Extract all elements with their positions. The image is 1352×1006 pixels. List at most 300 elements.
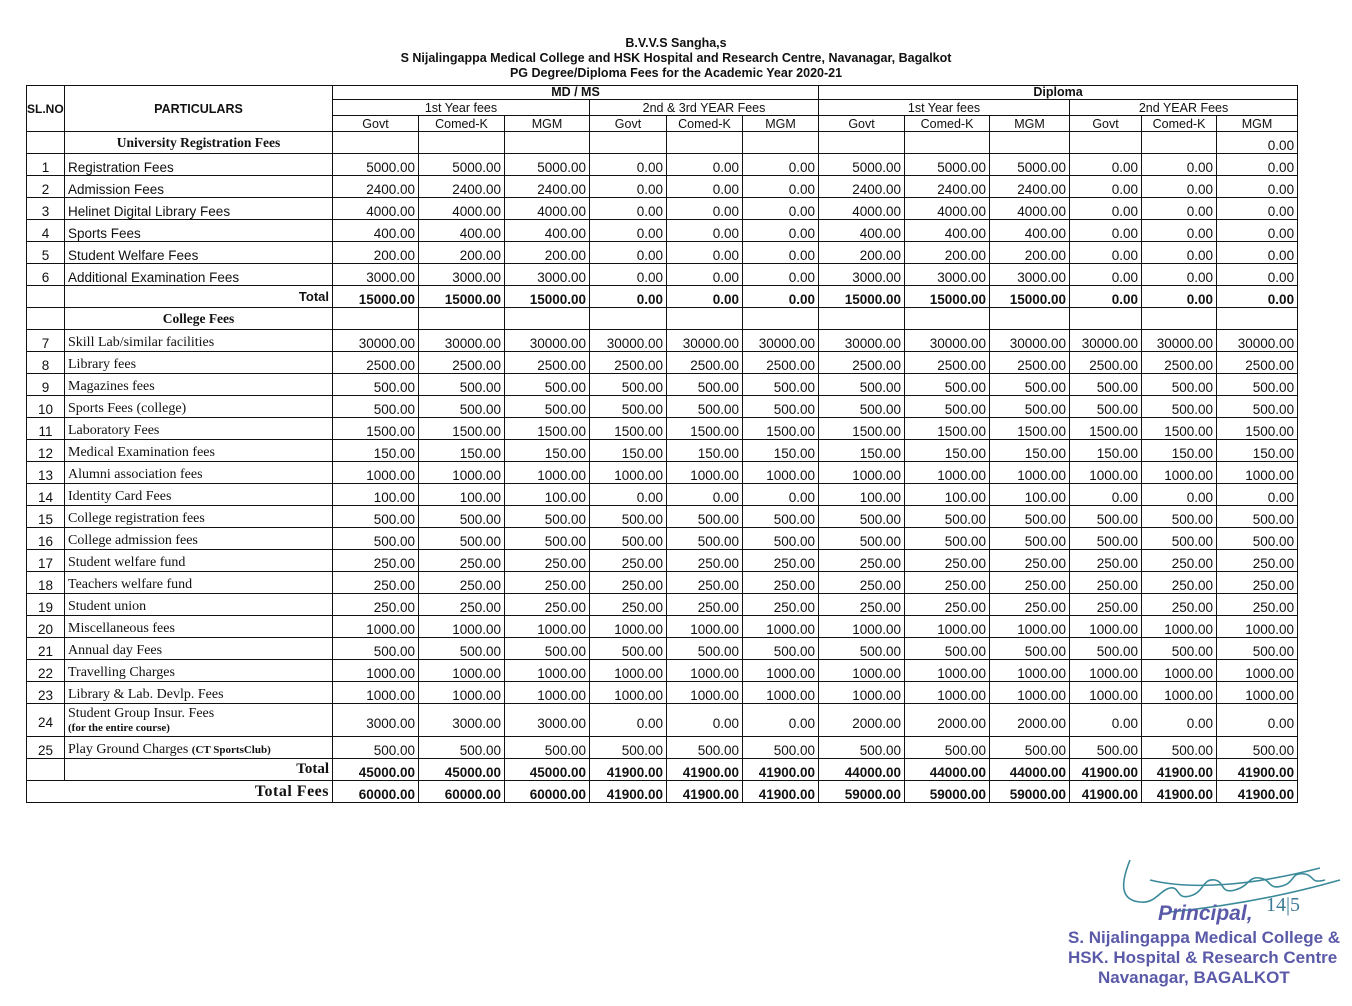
value-cell: 400.00: [905, 220, 990, 242]
value-cell: 500.00: [590, 374, 667, 396]
total-value-cell: 41900.00: [1142, 759, 1217, 781]
sl-cell: 18: [27, 572, 65, 594]
value-cell: 500.00: [505, 737, 590, 759]
particulars-cell: Library fees: [65, 352, 333, 374]
value-cell: 1000.00: [905, 616, 990, 638]
value-cell: 500.00: [990, 374, 1070, 396]
value-cell: 200.00: [333, 242, 419, 264]
particulars-note: (for the entire course): [68, 721, 170, 734]
value-cell: 400.00: [990, 220, 1070, 242]
value-cell: 3000.00: [419, 264, 505, 286]
value-cell: 1000.00: [819, 660, 905, 682]
value-cell: 500.00: [667, 506, 743, 528]
value-cell: 1000.00: [505, 616, 590, 638]
value-cell: [743, 132, 819, 154]
total-value-cell: 41900.00: [590, 759, 667, 781]
value-cell: 0.00: [590, 264, 667, 286]
value-cell: [743, 308, 819, 330]
particulars-cell: Magazines fees: [65, 374, 333, 396]
value-cell: 150.00: [990, 440, 1070, 462]
value-cell: 250.00: [1070, 572, 1142, 594]
value-cell: 150.00: [590, 440, 667, 462]
sl-cell: 21: [27, 638, 65, 660]
value-cell: 500.00: [743, 374, 819, 396]
grand-total-label: Total Fees: [27, 781, 333, 803]
sl-cell: 7: [27, 330, 65, 352]
value-cell: 2000.00: [905, 704, 990, 737]
value-cell: 150.00: [905, 440, 990, 462]
particulars-cell: Miscellaneous fees: [65, 616, 333, 638]
value-cell: 4000.00: [333, 198, 419, 220]
value-cell: [333, 132, 419, 154]
value-cell: 500.00: [1070, 638, 1142, 660]
quota-header: Comed-K: [667, 116, 743, 132]
value-cell: 500.00: [905, 396, 990, 418]
value-cell: 500.00: [1217, 374, 1298, 396]
table-row: [27, 352, 1298, 374]
value-cell: 500.00: [1142, 396, 1217, 418]
mdms-2nd-3rd-year-header: 2nd & 3rd YEAR Fees: [590, 100, 819, 116]
particulars-cell: Library & Lab. Devlp. Fees: [65, 682, 333, 704]
value-cell: 500.00: [990, 396, 1070, 418]
table-row: [27, 242, 1298, 264]
particulars-cell: Helinet Digital Library Fees: [65, 198, 333, 220]
value-cell: 3000.00: [905, 264, 990, 286]
value-cell: 1000.00: [590, 616, 667, 638]
total-value-cell: 41900.00: [743, 781, 819, 803]
value-cell: 150.00: [419, 440, 505, 462]
value-cell: 0.00: [667, 176, 743, 198]
table-row: [27, 572, 1298, 594]
total-value-cell: 41900.00: [1070, 781, 1142, 803]
value-cell: 1500.00: [505, 418, 590, 440]
value-cell: 500.00: [1142, 374, 1217, 396]
value-cell: 500.00: [505, 506, 590, 528]
value-cell: 0.00: [1142, 220, 1217, 242]
total-value-cell: 41900.00: [1217, 781, 1298, 803]
university-total-row: [27, 286, 1298, 308]
total-value-cell: 0.00: [590, 286, 667, 308]
value-cell: 250.00: [1217, 550, 1298, 572]
value-cell: 2500.00: [990, 352, 1070, 374]
sl-cell: 20: [27, 616, 65, 638]
value-cell: 500.00: [819, 528, 905, 550]
value-cell: 2400.00: [419, 176, 505, 198]
total-value-cell: 60000.00: [419, 781, 505, 803]
value-cell: 250.00: [505, 550, 590, 572]
college-name: S Nijalingappa Medical College and HSK Hospital and Research Centre, Navanagar, Bagalkot: [400, 51, 952, 65]
value-cell: 500.00: [419, 528, 505, 550]
value-cell: 500.00: [590, 506, 667, 528]
table-row: [27, 638, 1298, 660]
value-cell: 1000.00: [505, 660, 590, 682]
total-value-cell: 59000.00: [905, 781, 990, 803]
value-cell: 500.00: [1142, 737, 1217, 759]
value-cell: 250.00: [590, 550, 667, 572]
value-cell: 1000.00: [905, 660, 990, 682]
value-cell: 30000.00: [990, 330, 1070, 352]
value-cell: 250.00: [990, 594, 1070, 616]
value-cell: 1000.00: [333, 660, 419, 682]
value-cell: 200.00: [505, 242, 590, 264]
value-cell: 2000.00: [819, 704, 905, 737]
value-cell: 400.00: [333, 220, 419, 242]
table-header: [27, 86, 1298, 132]
table-row: [27, 506, 1298, 528]
value-cell: 250.00: [419, 550, 505, 572]
value-cell: 1000.00: [1070, 462, 1142, 484]
value-cell: 5000.00: [990, 154, 1070, 176]
value-cell: 250.00: [1142, 550, 1217, 572]
value-cell: 4000.00: [419, 198, 505, 220]
table-row: [27, 550, 1298, 572]
value-cell: 500.00: [333, 737, 419, 759]
value-cell: 3000.00: [990, 264, 1070, 286]
sl-cell: 25: [27, 737, 65, 759]
value-cell: 1000.00: [743, 660, 819, 682]
stamp-title: Principal,: [1158, 902, 1253, 925]
value-cell: 0.00: [1217, 264, 1298, 286]
value-cell: 1000.00: [667, 616, 743, 638]
value-cell: 200.00: [419, 242, 505, 264]
value-cell: 500.00: [505, 374, 590, 396]
value-cell: 30000.00: [1070, 330, 1142, 352]
table-body: [27, 132, 1298, 803]
value-cell: 250.00: [1070, 550, 1142, 572]
quota-header: Comed-K: [1142, 116, 1217, 132]
value-cell: 1000.00: [419, 616, 505, 638]
table-row: [27, 330, 1298, 352]
value-cell: 0.00: [590, 220, 667, 242]
value-cell: 1500.00: [590, 418, 667, 440]
value-cell: 1000.00: [1142, 660, 1217, 682]
sl-cell: 12: [27, 440, 65, 462]
value-cell: 500.00: [1070, 396, 1142, 418]
value-cell: 0.00: [743, 484, 819, 506]
value-cell: 2500.00: [667, 352, 743, 374]
value-cell: 250.00: [743, 594, 819, 616]
org-name: B.V.V.S Sangha,s: [625, 36, 727, 50]
fee-table: [26, 85, 1298, 803]
value-cell: 1000.00: [905, 682, 990, 704]
total-value-cell: 44000.00: [905, 759, 990, 781]
sl-cell: 11: [27, 418, 65, 440]
value-cell: 500.00: [667, 528, 743, 550]
quota-header: MGM: [1217, 116, 1298, 132]
value-cell: 500.00: [990, 638, 1070, 660]
total-value-cell: 41900.00: [667, 781, 743, 803]
value-cell: [590, 308, 667, 330]
diploma-2nd-year-header: 2nd YEAR Fees: [1070, 100, 1298, 116]
value-cell: 500.00: [1070, 528, 1142, 550]
value-cell: 500.00: [1217, 638, 1298, 660]
value-cell: 0.00: [743, 176, 819, 198]
value-cell: [667, 132, 743, 154]
value-cell: 0.00: [743, 198, 819, 220]
value-cell: 500.00: [905, 737, 990, 759]
value-cell: 1500.00: [1142, 418, 1217, 440]
value-cell: 1500.00: [333, 418, 419, 440]
value-cell: 0.00: [590, 704, 667, 737]
sl-cell: [27, 759, 65, 781]
value-cell: 0.00: [1142, 154, 1217, 176]
value-cell: 0.00: [590, 198, 667, 220]
value-cell: 0.00: [667, 154, 743, 176]
value-cell: 3000.00: [819, 264, 905, 286]
value-cell: [590, 132, 667, 154]
value-cell: 0.00: [1142, 484, 1217, 506]
value-cell: 2400.00: [905, 176, 990, 198]
value-cell: 100.00: [990, 484, 1070, 506]
value-cell: 500.00: [819, 737, 905, 759]
value-cell: 1000.00: [590, 682, 667, 704]
value-cell: [333, 308, 419, 330]
value-cell: 1000.00: [743, 682, 819, 704]
value-cell: 200.00: [990, 242, 1070, 264]
table-row: [27, 176, 1298, 198]
sl-cell: [27, 308, 65, 330]
principal-stamp: [1040, 850, 1350, 1000]
value-cell: 1000.00: [819, 616, 905, 638]
table-row: [27, 154, 1298, 176]
value-cell: [1070, 308, 1142, 330]
value-cell: 250.00: [667, 594, 743, 616]
value-cell: 30000.00: [505, 330, 590, 352]
total-value-cell: 45000.00: [505, 759, 590, 781]
value-cell: [819, 132, 905, 154]
value-cell: 30000.00: [419, 330, 505, 352]
value-cell: 1000.00: [1142, 616, 1217, 638]
value-cell: 2500.00: [590, 352, 667, 374]
value-cell: 0.00: [590, 242, 667, 264]
value-cell: 2500.00: [505, 352, 590, 374]
table-row: [27, 462, 1298, 484]
value-cell: 1000.00: [667, 462, 743, 484]
value-cell: [667, 308, 743, 330]
sl-cell: 9: [27, 374, 65, 396]
value-cell: 250.00: [905, 572, 990, 594]
particulars-cell: Admission Fees: [65, 176, 333, 198]
total-value-cell: 41900.00: [590, 781, 667, 803]
particulars-cell: College admission fees: [65, 528, 333, 550]
value-cell: 0.00: [1070, 264, 1142, 286]
value-cell: 0.00: [1070, 484, 1142, 506]
table-row: [27, 374, 1298, 396]
value-cell: 0.00: [1217, 220, 1298, 242]
value-cell: 0.00: [1070, 176, 1142, 198]
value-cell: 1000.00: [990, 682, 1070, 704]
value-cell: 400.00: [819, 220, 905, 242]
value-cell: 2500.00: [1070, 352, 1142, 374]
value-cell: 30000.00: [1217, 330, 1298, 352]
particulars-cell: Student union: [65, 594, 333, 616]
value-cell: 500.00: [819, 638, 905, 660]
value-cell: 1000.00: [590, 462, 667, 484]
diploma-1st-year-header: 1st Year fees: [819, 100, 1070, 116]
value-cell: 100.00: [505, 484, 590, 506]
value-cell: 500.00: [1142, 638, 1217, 660]
quota-header: Comed-K: [419, 116, 505, 132]
value-cell: 500.00: [419, 374, 505, 396]
value-cell: [1142, 132, 1217, 154]
value-cell: 500.00: [743, 737, 819, 759]
value-cell: 500.00: [1217, 396, 1298, 418]
value-cell: 2400.00: [990, 176, 1070, 198]
particulars-cell: Skill Lab/similar facilities: [65, 330, 333, 352]
quota-header: MGM: [505, 116, 590, 132]
total-value-cell: 41900.00: [743, 759, 819, 781]
sl-cell: 2: [27, 176, 65, 198]
value-cell: 250.00: [667, 550, 743, 572]
value-cell: 250.00: [419, 572, 505, 594]
value-cell: 1000.00: [1217, 660, 1298, 682]
stamp-date: 14|5: [1266, 894, 1301, 916]
value-cell: 1000.00: [333, 682, 419, 704]
value-cell: 1500.00: [1070, 418, 1142, 440]
total-value-cell: 41900.00: [667, 759, 743, 781]
value-cell: 500.00: [1070, 374, 1142, 396]
header-row-groups: [27, 86, 1298, 100]
value-cell: 500.00: [743, 396, 819, 418]
value-cell: 0.00: [667, 704, 743, 737]
value-cell: 500.00: [333, 374, 419, 396]
value-cell: 500.00: [819, 396, 905, 418]
value-cell: 250.00: [1142, 572, 1217, 594]
value-cell: 250.00: [819, 550, 905, 572]
value-cell: 500.00: [743, 506, 819, 528]
particulars-cell: Registration Fees: [65, 154, 333, 176]
table-row: [27, 198, 1298, 220]
value-cell: 1000.00: [743, 462, 819, 484]
table-row: [27, 220, 1298, 242]
sl-cell: 6: [27, 264, 65, 286]
value-cell: 2500.00: [743, 352, 819, 374]
table-row: [27, 737, 1298, 759]
value-cell: 500.00: [1070, 737, 1142, 759]
value-cell: 500.00: [905, 638, 990, 660]
value-cell: 500.00: [505, 396, 590, 418]
value-cell: 1000.00: [1217, 462, 1298, 484]
value-cell: 500.00: [743, 528, 819, 550]
total-value-cell: 0.00: [743, 286, 819, 308]
value-cell: [1142, 308, 1217, 330]
value-cell: 100.00: [905, 484, 990, 506]
college-section-row: [27, 308, 1298, 330]
value-cell: 0.00: [667, 198, 743, 220]
value-cell: 150.00: [743, 440, 819, 462]
value-cell: 500.00: [905, 506, 990, 528]
value-cell: 250.00: [505, 572, 590, 594]
value-cell: 500.00: [333, 528, 419, 550]
table-row: [27, 484, 1298, 506]
value-cell: 5000.00: [905, 154, 990, 176]
quota-header: Govt: [333, 116, 419, 132]
value-cell: 0.00: [1070, 198, 1142, 220]
value-cell: 500.00: [1142, 506, 1217, 528]
value-cell: 100.00: [333, 484, 419, 506]
value-cell: 1000.00: [1070, 616, 1142, 638]
particulars-cell: Sports Fees: [65, 220, 333, 242]
college-section-title: College Fees: [65, 308, 333, 330]
value-cell: 250.00: [667, 572, 743, 594]
value-cell: 2400.00: [819, 176, 905, 198]
value-cell: 30000.00: [590, 330, 667, 352]
value-cell: 1000.00: [1070, 682, 1142, 704]
value-cell: 3000.00: [505, 704, 590, 737]
document-header: [0, 36, 1352, 81]
particulars-cell: [65, 737, 333, 759]
sl-cell: 4: [27, 220, 65, 242]
value-cell: 2400.00: [505, 176, 590, 198]
quota-header: MGM: [990, 116, 1070, 132]
value-cell: 0.00: [590, 154, 667, 176]
value-cell: 500.00: [590, 396, 667, 418]
total-value-cell: 45000.00: [333, 759, 419, 781]
value-cell: 0.00: [1070, 154, 1142, 176]
value-cell: 2400.00: [333, 176, 419, 198]
value-cell: 30000.00: [1142, 330, 1217, 352]
value-cell: 1500.00: [419, 418, 505, 440]
value-cell: [419, 308, 505, 330]
value-cell: 0.00: [1217, 484, 1298, 506]
value-cell: [819, 308, 905, 330]
total-value-cell: 15000.00: [333, 286, 419, 308]
value-cell: 250.00: [1142, 594, 1217, 616]
sl-cell: 24: [27, 704, 65, 737]
value-cell: 30000.00: [743, 330, 819, 352]
mdms-1st-year-header: 1st Year fees: [333, 100, 590, 116]
particulars-cell: College registration fees: [65, 506, 333, 528]
particulars-cell: Medical Examination fees: [65, 440, 333, 462]
value-cell: 4000.00: [505, 198, 590, 220]
total-value-cell: 45000.00: [419, 759, 505, 781]
value-cell: 4000.00: [905, 198, 990, 220]
value-cell: 0.00: [590, 484, 667, 506]
value-cell: 0.00: [743, 264, 819, 286]
value-cell: 500.00: [590, 638, 667, 660]
value-cell: [505, 308, 590, 330]
stamp-line-3: Navanagar, BAGALKOT: [1098, 968, 1290, 987]
sl-cell: 13: [27, 462, 65, 484]
value-cell: 150.00: [819, 440, 905, 462]
total-value-cell: 44000.00: [819, 759, 905, 781]
document-title: PG Degree/Diploma Fees for the Academic Year 2020-21: [509, 66, 843, 80]
value-cell: 5000.00: [505, 154, 590, 176]
sl-cell: 14: [27, 484, 65, 506]
table-row: [27, 704, 1298, 737]
value-cell: 1000.00: [1217, 616, 1298, 638]
value-cell: 3000.00: [419, 704, 505, 737]
value-cell: 500.00: [667, 374, 743, 396]
value-cell: 1500.00: [990, 418, 1070, 440]
value-cell: 100.00: [419, 484, 505, 506]
value-cell: 250.00: [333, 550, 419, 572]
sl-cell: 16: [27, 528, 65, 550]
value-cell: 500.00: [667, 396, 743, 418]
value-cell: 0.00: [1142, 176, 1217, 198]
value-cell: 200.00: [819, 242, 905, 264]
value-cell: 0.00: [1142, 264, 1217, 286]
col-particulars-header: PARTICULARS: [65, 86, 333, 132]
value-cell: 250.00: [590, 594, 667, 616]
value-cell: 2500.00: [1142, 352, 1217, 374]
total-value-cell: 59000.00: [819, 781, 905, 803]
value-cell: 1000.00: [333, 462, 419, 484]
value-cell: 0.00: [743, 220, 819, 242]
total-value-cell: 0.00: [667, 286, 743, 308]
value-cell: 250.00: [905, 550, 990, 572]
value-cell: 1000.00: [505, 682, 590, 704]
